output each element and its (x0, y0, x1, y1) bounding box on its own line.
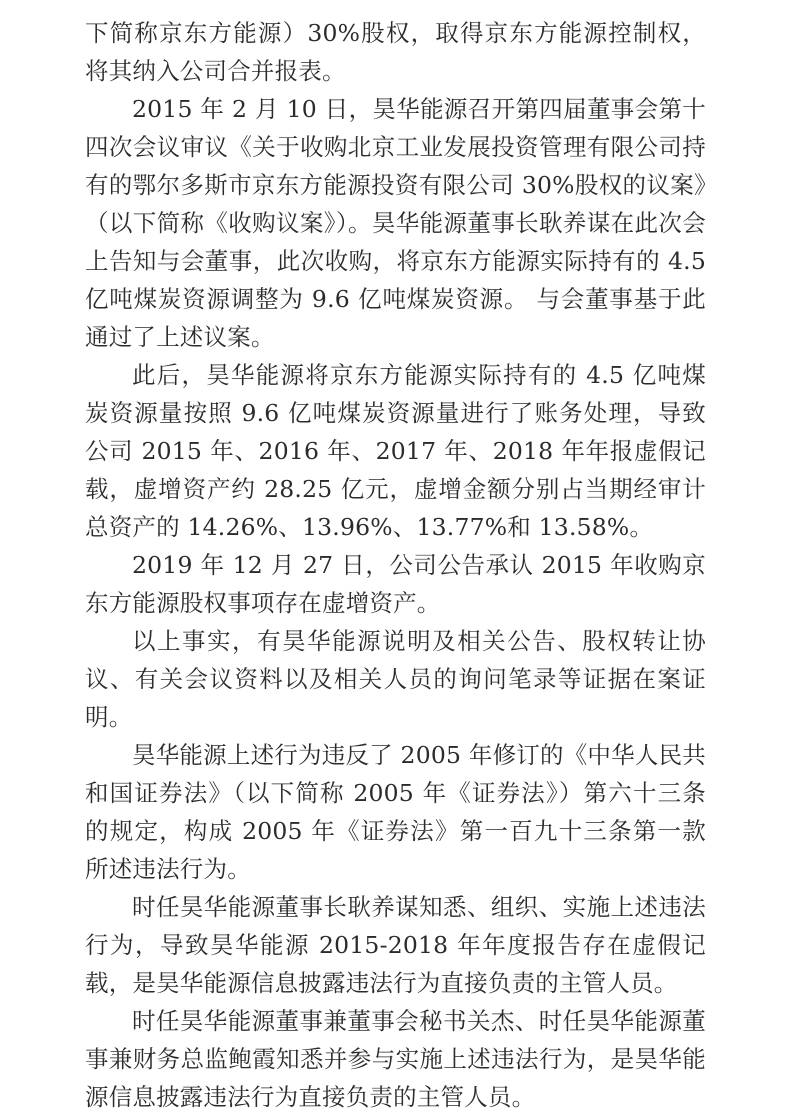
paragraph-chairman-liability: 时任昊华能源董事长耿养谋知悉、组织、实施上述违法行为，导致昊华能源 2015-2018 年年度报告存在虚假记载，是昊华能源信息披露违法行为直接负责的主管人员。 (85, 893, 706, 997)
paragraph-board-meeting: 2015 年 2 月 10 日，昊华能源召开第四届董事会第十四次会议审议《关于收购北京工业发展投资管理有限公司持有的鄂尔多斯市京东方能源投资有限公司 30%股权的议案》（以下简称《收购议案》）。昊华能源董事长耿养谋在此次会上告知与会董事，此次收购，将京东方能源实际持有的 4.5 亿吨煤炭资源调整为 9.6 亿吨煤炭资源。 与会董事基于此通过了上述议案。 (85, 95, 714, 351)
paragraph-secretary-cfo-liability: 时任昊华能源董事兼董事会秘书关杰、时任昊华能源董事兼财务总监鲍霞知悉并参与实施上述违法行为，是昊华能源信息披露违法行为直接负责的主管人员。 (85, 1007, 706, 1111)
paragraph-accounting-treatment: 此后，昊华能源将京东方能源实际持有的 4.5 亿吨煤炭资源量按照 9.6 亿吨煤炭资源量进行了账务处理，导致公司 2015 年、2016 年、2017 年、2018 年年报虚假记载，虚增资产约 28.25 亿元，虚增金额分别占当期经审计总资产的 14.26%、13.96%、13.77%和 13.58%。 (85, 361, 706, 541)
paragraph-continuation: 下简称京东方能源）30%股权，取得京东方能源控制权，将其纳入公司合并报表。 (85, 19, 706, 85)
paragraph-announcement: 2019 年 12 月 27 日，公司公告承认 2015 年收购京东方能源股权事项存在虚增资产。 (85, 551, 706, 617)
document-body (85, 14, 714, 1116)
paragraph-violation: 昊华能源上述行为违反了 2005 年修订的《中华人民共和国证券法》（以下简称 2005 年《证券法》）第六十三条的规定，构成 2005 年《证券法》第一百九十三条第一款所述违法行为。 (85, 741, 706, 883)
paragraph-evidence: 以上事实，有昊华能源说明及相关公告、股权转让协议、有关会议资料以及相关人员的询问笔录等证据在案证明。 (85, 627, 706, 731)
